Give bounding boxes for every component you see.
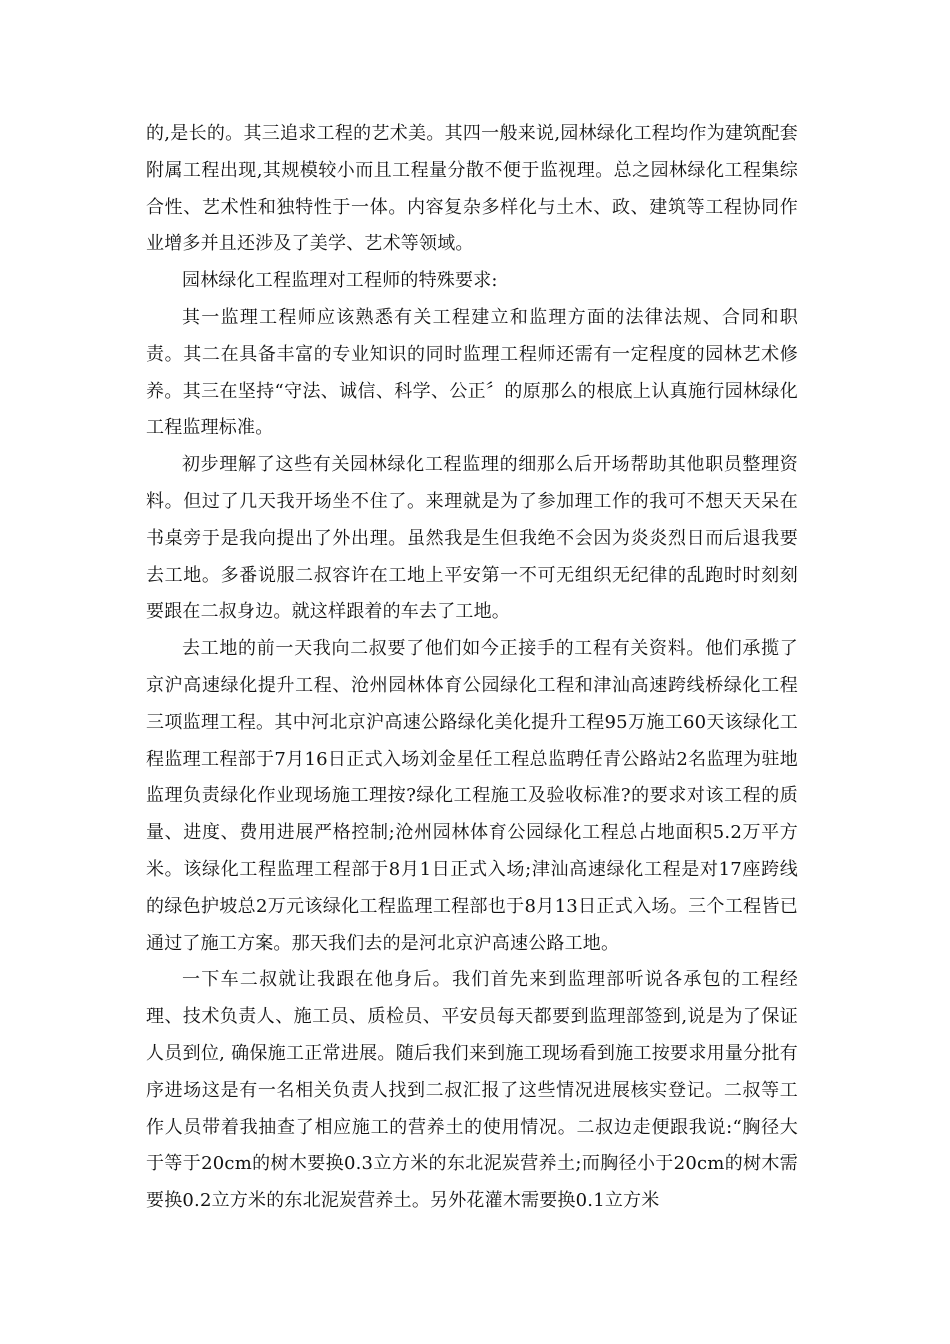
paragraph-3: 其一监理工程师应该熟悉有关工程建立和监理方面的法律法规、合同和职责。其二在具备丰富的专业知识的同时监理工程师还需有一定程度的园林艺术修养。其三在坚持“守法、诚信、科学、公正〞的原那么的根底上认真施行园林绿化工程监理标准。 — [146, 306, 798, 439]
paragraph-4: 初步理解了这些有关园林绿化工程监理的细那么后开场帮助其他职员整理资料。但过了几天我开场坐不住了。来理就是为了参加理工作的我可不想天天呆在书桌旁于是我向提出了外出理。虽然我是生但我绝不会因为炎炎烈日而后退我要去工地。多番说服二叔容许在工地上平安第一不可无组织无纪律的乱跑时时刻刻要跟在二叔身边。就这样跟着的车去了工地。 — [146, 454, 798, 623]
document-body — [146, 116, 798, 1220]
paragraph-1: 的,是长的。其三追求工程的艺术美。其四一般来说,园林绿化工程均作为建筑配套附属工程出现,其规模较小而且工程量分散不便于监视理。总之园林绿化工程集综合性、艺术性和独特性于一体。内容复杂多样化与土木、政、建筑等工程协同作业增多并且还涉及了美学、艺术等领域。 — [146, 123, 798, 255]
paragraph-5: 去工地的前一天我向二叔要了他们如今正接手的工程有关资料。他们承揽了京沪高速绿化提升工程、沧州园林体育公园绿化工程和津汕高速跨线桥绿化工程三项监理工程。其中河北京沪高速公路绿化美化提升工程95万施工60天该绿化工程监理工程部于7月16日正式入场刘金星任工程总监聘任青公路站2名监理为驻地监理负责绿化作业现场施工理按?绿化工程施工及验收标准?的要求对该工程的质量、进度、费用进展严格控制;沧州园林体育公园绿化工程总占地面积5.2万平方米。该绿化工程监理工程部于8月1日正式入场;津汕高速绿化工程是对17座跨线的绿色护坡总2万元该绿化工程监理工程部也于8月13日正式入场。三个工程皆已通过了施工方案。那天我们去的是河北京沪高速公路工地。 — [146, 638, 798, 954]
paragraph-6: 一下车二叔就让我跟在他身后。我们首先来到监理部听说各承包的工程经理、技术负责人、施工员、质检员、平安员每天都要到监理部签到,说是为了保证人员到位, 确保施工正常进展。随后我们来到施工现场看到施工按要求用量分批有序进场这是有一名相关负责人找到二叔汇报了这些情况进展核实登记。二叔等工作人员带着我抽查了相应施工的营养土的使用情况。二叔边走便跟我说:“胸径大于等于20cm的树木要换0.3立方米的东北泥炭营养土;而胸径小于20cm的树木需要换0.2立方米的东北泥炭营养土。另外花灌木需要换0.1立方米 — [146, 969, 798, 1212]
paragraph-2-heading: 园林绿化工程监理对工程师的特殊要求: — [182, 270, 498, 292]
